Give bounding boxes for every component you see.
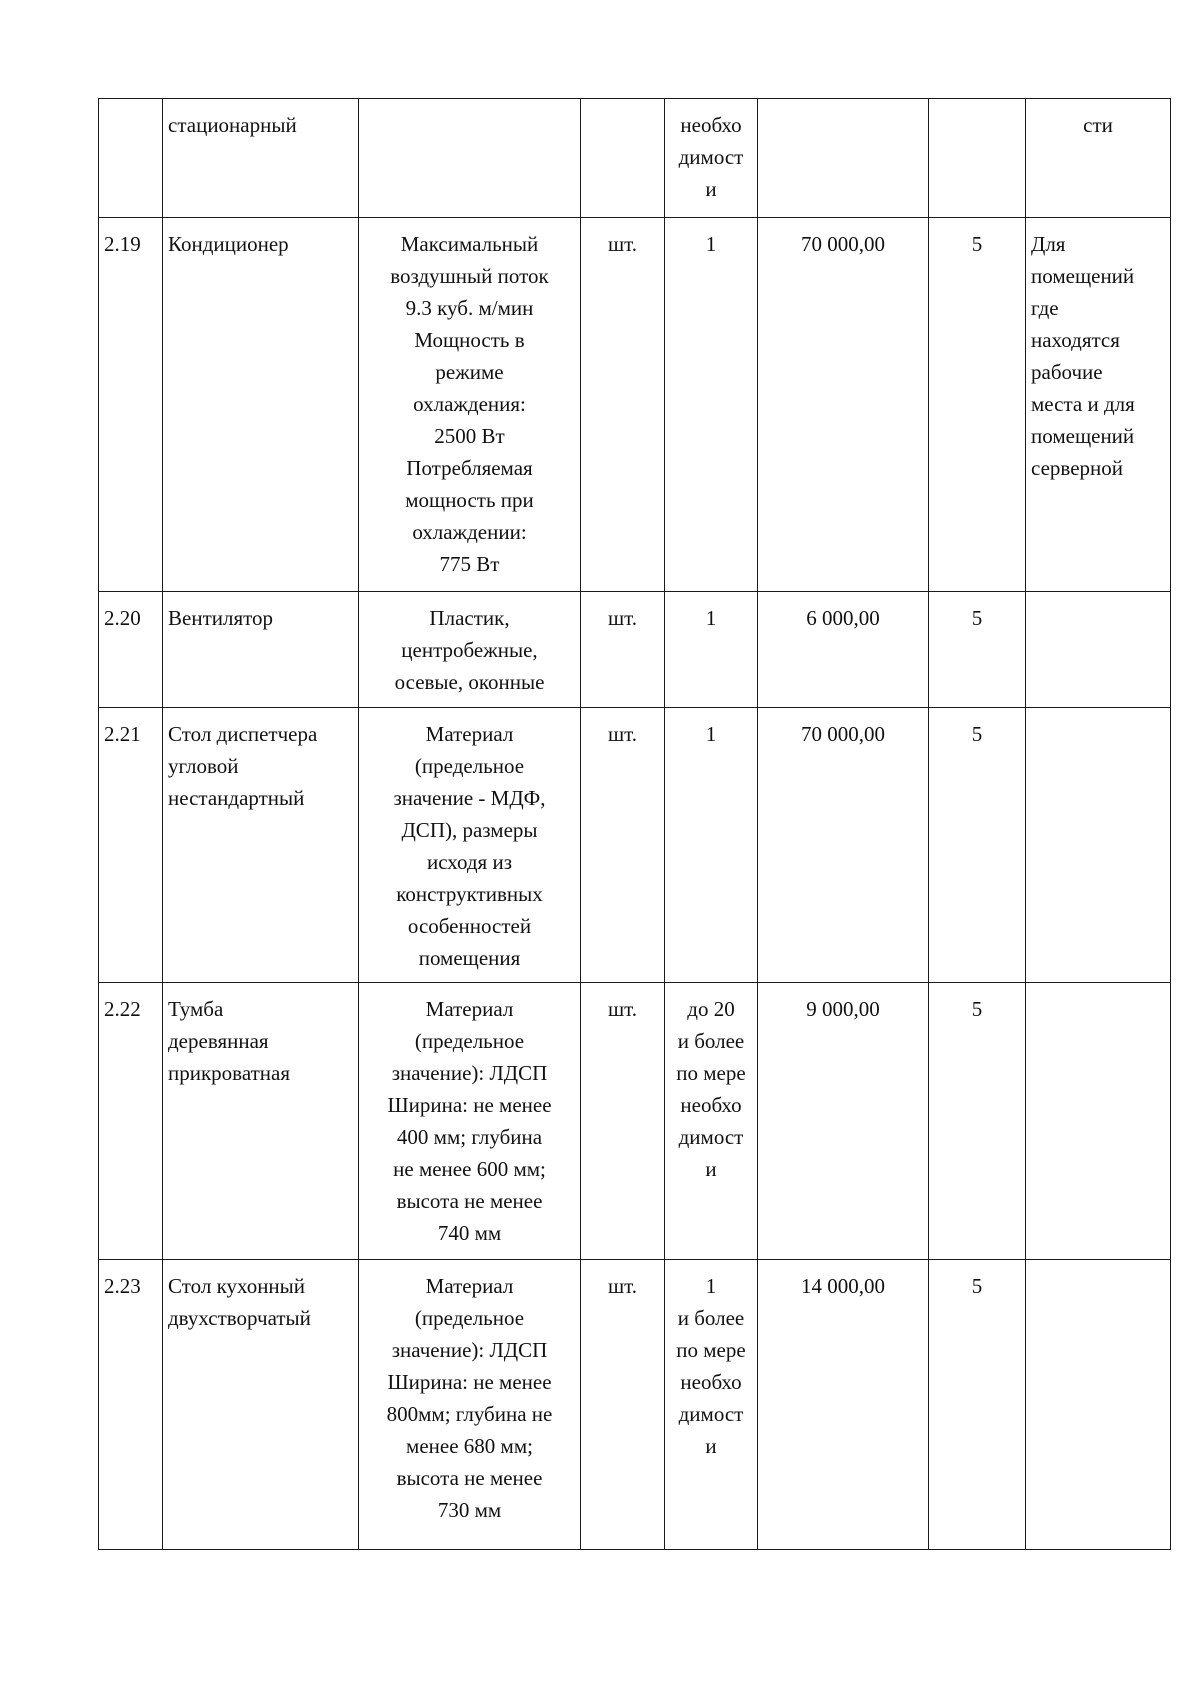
cell-quantity: 1 xyxy=(665,708,758,983)
table-row xyxy=(99,708,1171,983)
cell-price: 9 000,00 xyxy=(758,983,929,1260)
cell-price: 14 000,00 xyxy=(758,1260,929,1550)
cell-service-life: 5 xyxy=(929,218,1026,592)
cell-note xyxy=(1026,1260,1171,1550)
cell-unit: шт. xyxy=(581,708,665,983)
cell-number: 2.21 xyxy=(99,708,163,983)
cell-quantity: до 20 и более по мере необхо димост и xyxy=(665,983,758,1260)
cell-unit: шт. xyxy=(581,218,665,592)
cell-spec: Материал (предельное значение - МДФ, ДСП), размеры исходя из конструктивных особенностей помещения xyxy=(359,708,581,983)
cell-spec: Материал (предельное значение): ЛДСП Ширина: не менее 800мм; глубина не менее 680 мм; высота не менее 730 мм xyxy=(359,1260,581,1550)
cell-name: Кондиционер xyxy=(163,218,359,592)
cell-price: 70 000,00 xyxy=(758,218,929,592)
cell-spec: Пластик, центробежные, осевые, оконные xyxy=(359,592,581,708)
cell-service-life: 5 xyxy=(929,983,1026,1260)
table-row xyxy=(99,1260,1171,1550)
cell-service-life xyxy=(929,99,1026,218)
cell-quantity: 1 xyxy=(665,592,758,708)
cell-number: 2.22 xyxy=(99,983,163,1260)
cell-quantity: необхо димост и xyxy=(665,99,758,218)
cell-unit xyxy=(581,99,665,218)
cell-price: 6 000,00 xyxy=(758,592,929,708)
cell-service-life: 5 xyxy=(929,592,1026,708)
cell-number: 2.20 xyxy=(99,592,163,708)
cell-spec: Материал (предельное значение): ЛДСП Ширина: не менее 400 мм; глубина не менее 600 мм; высота не менее 740 мм xyxy=(359,983,581,1260)
cell-number: 2.23 xyxy=(99,1260,163,1550)
cell-note xyxy=(1026,983,1171,1260)
cell-quantity: 1 и более по мере необхо димост и xyxy=(665,1260,758,1550)
cell-note xyxy=(1026,708,1171,983)
cell-spec xyxy=(359,99,581,218)
cell-name: Стол диспетчера угловой нестандартный xyxy=(163,708,359,983)
cell-quantity: 1 xyxy=(665,218,758,592)
cell-note: Для помещений где находятся рабочие места и для помещений серверной xyxy=(1026,218,1171,592)
cell-unit: шт. xyxy=(581,1260,665,1550)
cell-number xyxy=(99,99,163,218)
cell-name: Стол кухонный двухстворчатый xyxy=(163,1260,359,1550)
cell-spec: Максимальный воздушный поток 9.3 куб. м/мин Мощность в режиме охлаждения: 2500 Вт Потребляемая мощность при охлаждении: 775 Вт xyxy=(359,218,581,592)
equipment-table xyxy=(98,98,1171,1550)
table-row xyxy=(99,983,1171,1260)
cell-service-life: 5 xyxy=(929,1260,1026,1550)
cell-unit: шт. xyxy=(581,592,665,708)
cell-price: 70 000,00 xyxy=(758,708,929,983)
cell-price xyxy=(758,99,929,218)
cell-name: стационарный xyxy=(163,99,359,218)
cell-unit: шт. xyxy=(581,983,665,1260)
table-row-continuation xyxy=(99,99,1171,218)
cell-note: сти xyxy=(1026,99,1171,218)
cell-name: Вентилятор xyxy=(163,592,359,708)
cell-service-life: 5 xyxy=(929,708,1026,983)
cell-number: 2.19 xyxy=(99,218,163,592)
cell-note xyxy=(1026,592,1171,708)
table-row xyxy=(99,218,1171,592)
table-row xyxy=(99,592,1171,708)
cell-name: Тумба деревянная прикроватная xyxy=(163,983,359,1260)
